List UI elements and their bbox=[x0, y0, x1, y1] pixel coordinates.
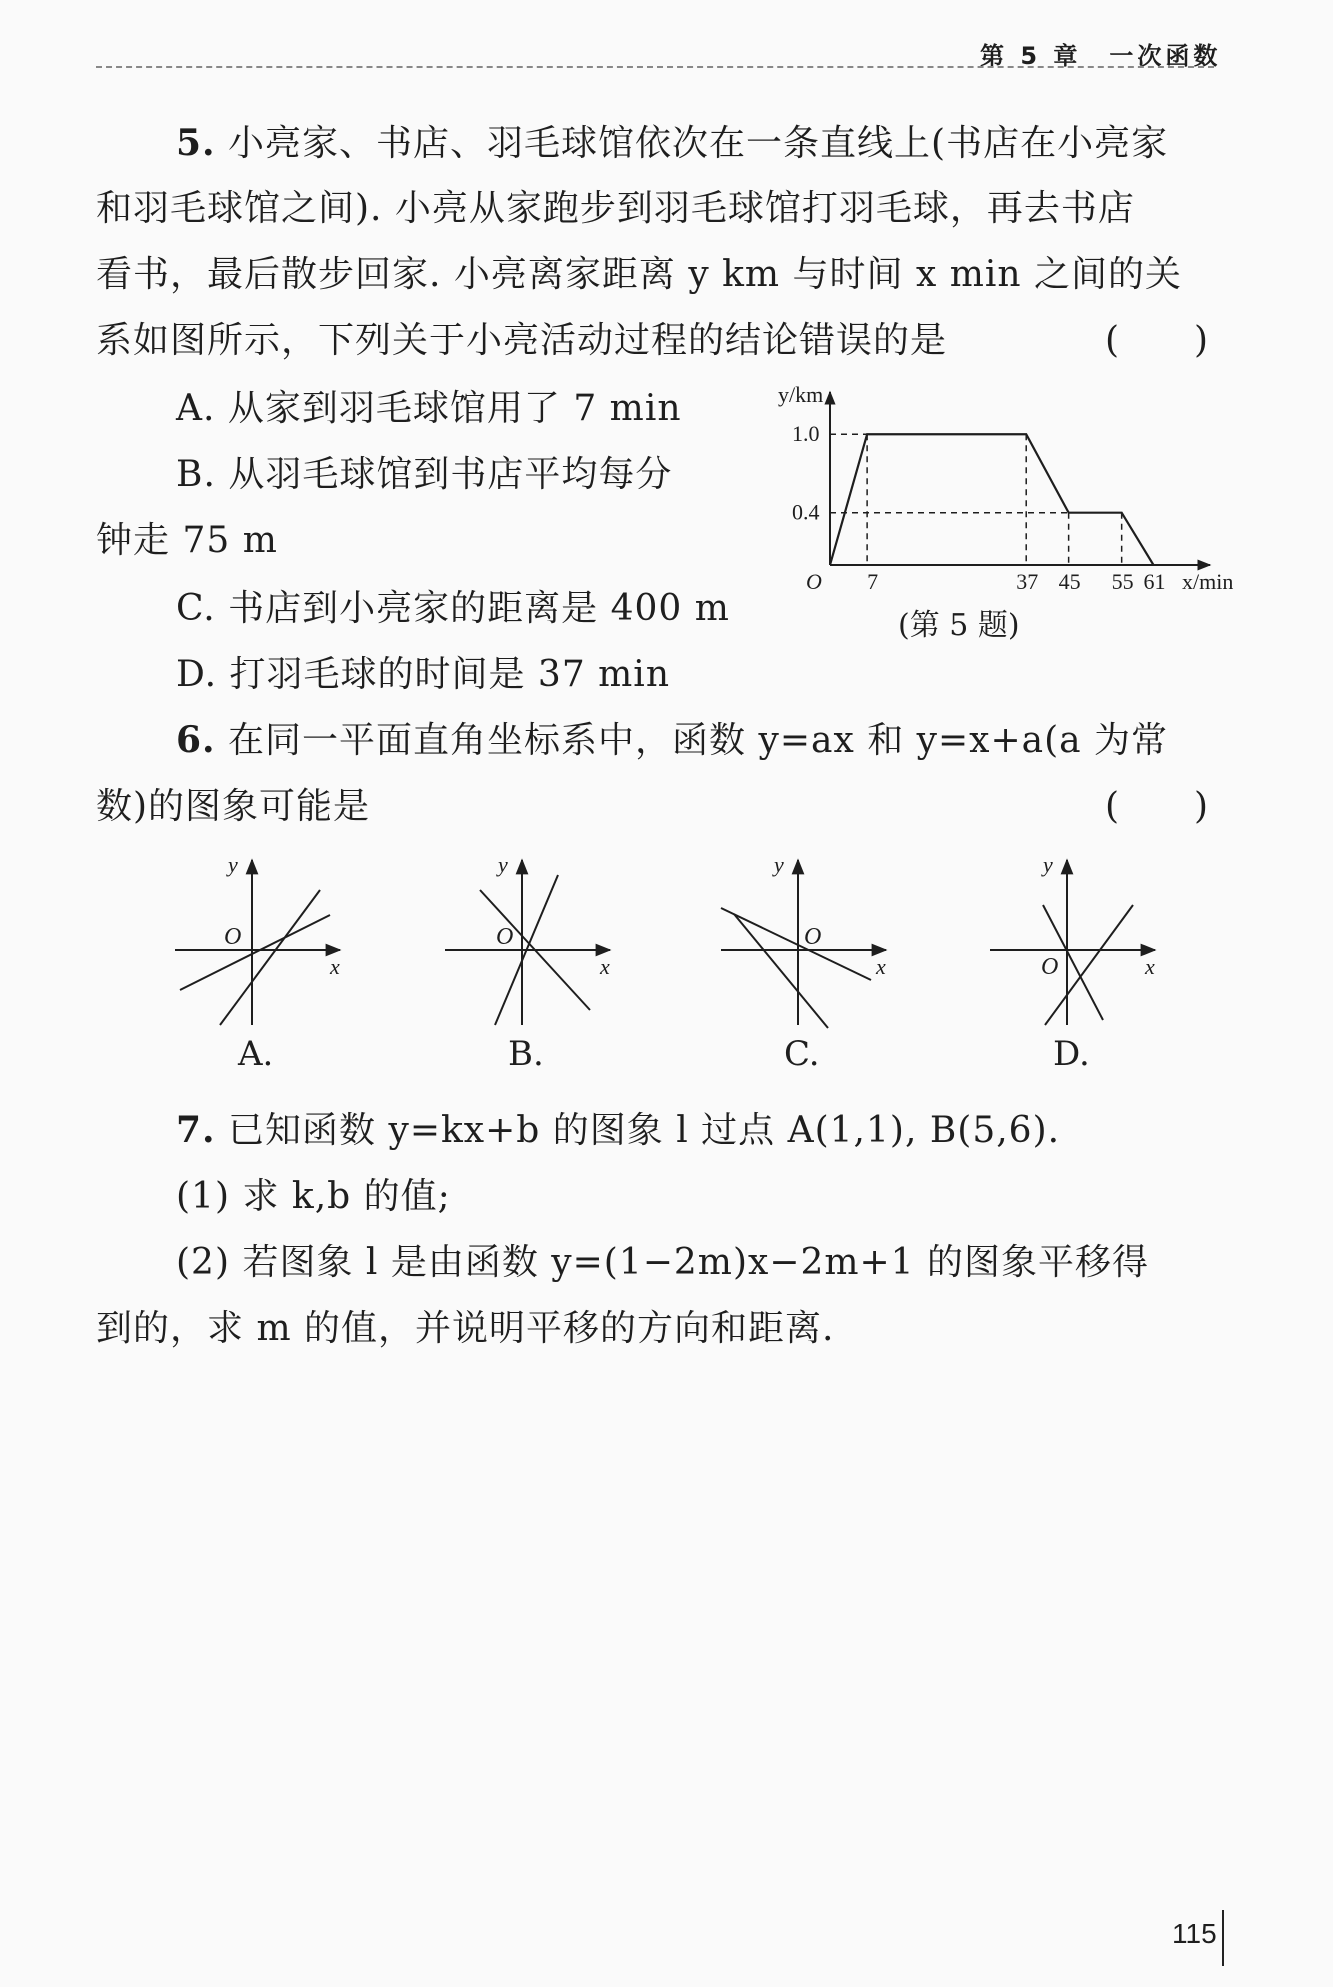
q5-option-c: C. 书店到小亮家的距离是 400 m bbox=[176, 588, 730, 629]
q5-text-1: 小亮家、书店、羽毛球馆依次在一条直线上(书店在小亮家 bbox=[228, 123, 1169, 164]
page-number-bar bbox=[1222, 1910, 1224, 1966]
svg-text:y: y bbox=[498, 852, 508, 877]
q6-graph-d-label: D. bbox=[1053, 1034, 1090, 1074]
q6-graph-b bbox=[440, 850, 620, 1030]
q6-graph-a-label: A. bbox=[238, 1034, 274, 1074]
q7-part-2: (2) 若图象 l 是由函数 y=(1−2m)x−2m+1 的图象平移得 bbox=[176, 1242, 1150, 1283]
q6-graph-d bbox=[985, 850, 1165, 1030]
q5-answer-bracket: ( ) bbox=[1105, 320, 1210, 361]
svg-text:y: y bbox=[1043, 852, 1053, 877]
svg-text:x: x bbox=[876, 954, 886, 979]
svg-text:x: x bbox=[600, 954, 610, 979]
svg-text:O: O bbox=[804, 924, 822, 950]
q6-graph-a bbox=[170, 850, 350, 1030]
y-tick-label: 1.0 bbox=[792, 421, 820, 447]
q5-option-b: B. 从羽毛球馆到书店平均每分 bbox=[176, 454, 673, 495]
q7-part-1: (1) 求 k,b 的值; bbox=[176, 1176, 451, 1217]
q5-option-a: A. 从家到羽毛球馆用了 7 min bbox=[176, 388, 682, 429]
q7-part-2-cont: 到的，求 m 的值，并说明平移的方向和距离. bbox=[96, 1308, 835, 1349]
q5-option-b-cont: 钟走 75 m bbox=[96, 520, 278, 561]
svg-text:O: O bbox=[1041, 954, 1059, 980]
y-tick-label: 0.4 bbox=[792, 499, 820, 525]
svg-text:x: x bbox=[1145, 954, 1155, 979]
q5-line-2: 和羽毛球馆之间). 小亮从家跑步到羽毛球馆打羽毛球，再去书店 bbox=[96, 188, 1135, 229]
q6-line-1 bbox=[176, 712, 1168, 763]
x-tick-label: 55 bbox=[1111, 569, 1134, 594]
q6-text-1: 在同一平面直角坐标系中，函数 y=ax 和 y=x+a(a 为常 bbox=[228, 720, 1169, 761]
q6-graph-c-label: C. bbox=[784, 1034, 820, 1074]
q5-line-4: 系如图所示，下列关于小亮活动过程的结论错误的是 bbox=[96, 320, 948, 361]
x-tick-label: 45 bbox=[1058, 569, 1081, 594]
svg-text:y: y bbox=[228, 852, 238, 877]
q7-line-1 bbox=[176, 1102, 1060, 1153]
svg-text:O: O bbox=[224, 924, 242, 950]
q6-graph-b-label: B. bbox=[508, 1034, 544, 1074]
svg-text:x: x bbox=[330, 954, 340, 979]
q6-line-2: 数)的图象可能是 bbox=[96, 786, 371, 827]
svg-text:y: y bbox=[774, 852, 784, 877]
y-axis-label: y/km bbox=[778, 382, 824, 407]
q7-number: 7. bbox=[176, 1109, 216, 1151]
series-distance-line bbox=[830, 434, 1153, 565]
x-tick-label: 37 bbox=[1016, 569, 1039, 594]
q6-number: 6. bbox=[176, 719, 216, 761]
q5-figure-caption: (第 5 题) bbox=[898, 608, 1020, 643]
chapter-header: 第 5 章 一次函数 bbox=[980, 42, 1222, 70]
x-tick-label: 7 bbox=[867, 569, 879, 594]
header-divider bbox=[96, 66, 1214, 68]
x-axis-label: x/min bbox=[1182, 569, 1234, 594]
q5-line-1 bbox=[176, 115, 1168, 166]
q7-text-1: 已知函数 y=kx+b 的图象 l 过点 A(1,1), B(5,6). bbox=[228, 1110, 1061, 1151]
q5-option-d: D. 打羽毛球的时间是 37 min bbox=[176, 654, 670, 695]
origin-label: O bbox=[806, 569, 822, 594]
q6-graph-c bbox=[716, 850, 896, 1030]
q6a-line-2 bbox=[220, 890, 320, 1025]
q5-distance-time-chart bbox=[740, 380, 1240, 600]
q5-line-3: 看书，最后散步回家. 小亮离家距离 y km 与时间 x min 之间的关 bbox=[96, 254, 1182, 295]
q6-answer-bracket: ( ) bbox=[1105, 786, 1210, 827]
x-tick-label: 61 bbox=[1143, 569, 1166, 594]
svg-text:O: O bbox=[496, 924, 514, 950]
q6c-line-1 bbox=[721, 908, 871, 980]
q5-number: 5. bbox=[176, 122, 216, 164]
page-number: 115 bbox=[1172, 1918, 1217, 1949]
